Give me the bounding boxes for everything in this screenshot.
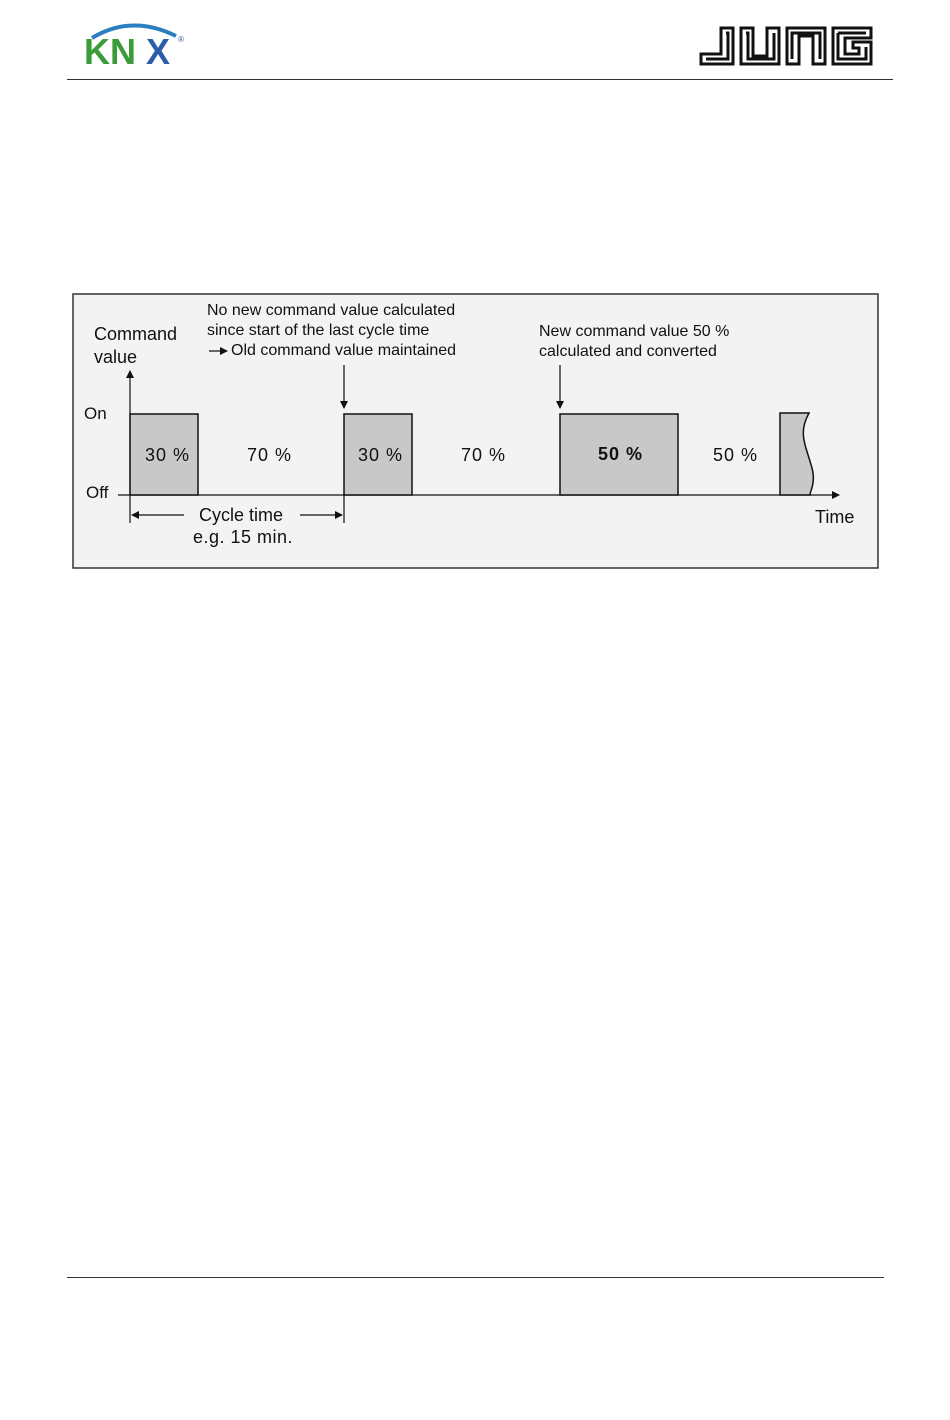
pulse-3-on-label: 50 % — [598, 444, 644, 464]
cycle-time-example: e.g. 15 min. — [192, 527, 294, 547]
knx-logo — [80, 18, 195, 70]
level-on-label: On — [84, 404, 107, 423]
knx-logo-x: X — [146, 31, 171, 70]
pulse-1-on-label: 30 % — [145, 445, 191, 465]
y-axis-label-line2: value — [94, 347, 138, 367]
pulse-3-off-label: 50 % — [713, 445, 759, 465]
annotation-right-line2: calculated and converted — [539, 343, 717, 360]
pulse-2-off-label: 70 % — [461, 445, 507, 465]
pulse-2-on-label: 30 % — [358, 445, 404, 465]
annotation-right-line1: New command value 50 % — [539, 323, 730, 340]
annotation-left-line3: Old command value maintained — [231, 342, 457, 359]
level-off-label: Off — [86, 483, 109, 502]
x-axis-label: Time — [815, 507, 855, 527]
knx-logo-kn: KN — [84, 31, 136, 70]
pulse-1-off-label: 70 % — [247, 445, 293, 465]
annotation-left-line1: No new command value calculated — [207, 302, 456, 319]
footer-divider — [67, 1277, 884, 1278]
y-axis-label-line1: Command — [94, 324, 178, 344]
annotation-left-line2: since start of the last cycle time — [207, 322, 430, 339]
cycle-time-label: Cycle time — [198, 505, 284, 525]
registered-mark: ® — [178, 35, 184, 44]
pwm-timing-diagram — [72, 293, 880, 570]
jung-logo — [697, 24, 875, 70]
header-divider — [67, 79, 893, 80]
